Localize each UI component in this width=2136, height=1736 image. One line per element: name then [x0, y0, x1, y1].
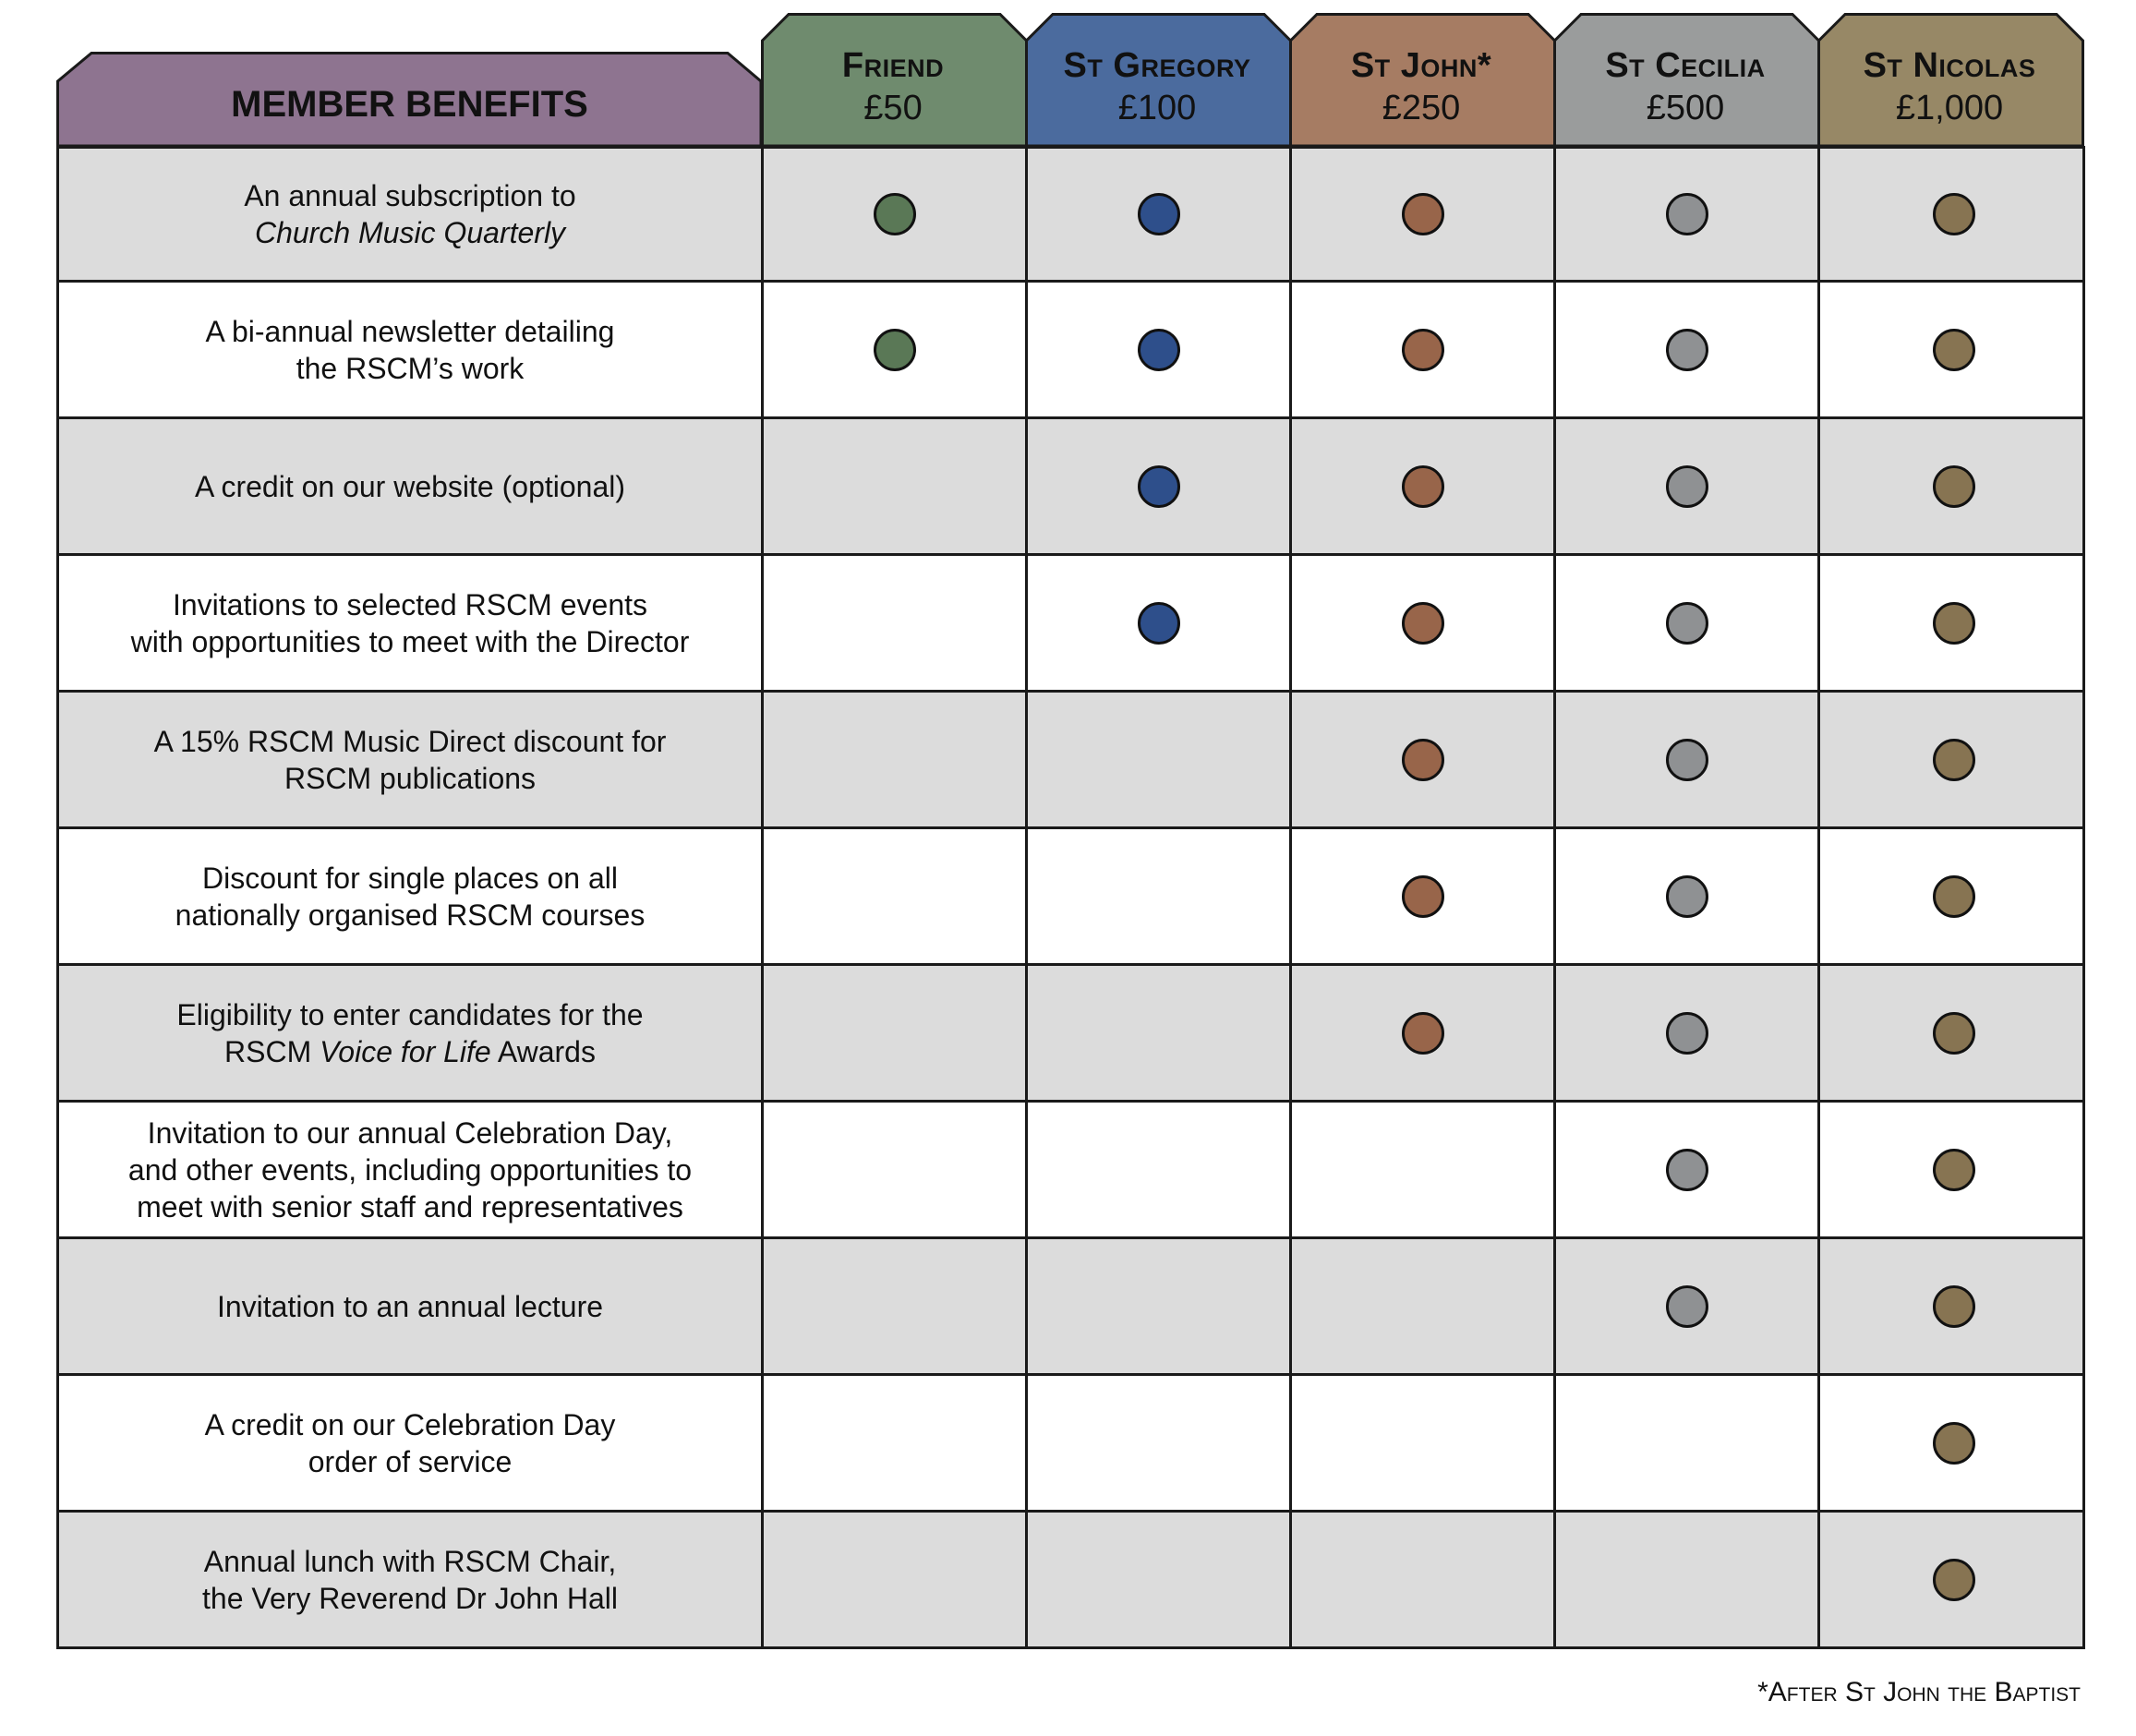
table-row	[56, 1103, 2085, 1239]
benefit-label	[59, 1376, 764, 1510]
included-dot-icon	[1933, 193, 1975, 235]
table-row	[56, 419, 2085, 556]
tier-cell	[764, 693, 1028, 826]
included-dot-icon	[1666, 1012, 1708, 1055]
tier-cell	[1028, 1103, 1292, 1236]
tier-cell	[1820, 149, 2088, 280]
tier-cell	[1820, 1513, 2088, 1646]
benefit-label	[59, 693, 764, 826]
table-row	[56, 1239, 2085, 1376]
benefit-text	[202, 1543, 618, 1617]
tier-price: £50	[863, 89, 923, 127]
benefit-line: Annual lunch with RSCM Chair,	[203, 1544, 617, 1578]
table-row	[56, 283, 2085, 419]
benefit-text	[205, 1406, 616, 1480]
tier-price: £100	[1117, 89, 1197, 127]
benefit-text	[217, 1288, 603, 1325]
tier-cell	[1292, 1239, 1556, 1373]
tier-price: £500	[1646, 89, 1725, 127]
benefit-text	[131, 586, 690, 660]
benefit-line: the Very Reverend Dr John Hall	[202, 1581, 618, 1615]
included-dot-icon	[1666, 875, 1708, 918]
tier-cell	[1556, 556, 1820, 690]
included-dot-icon	[1402, 465, 1444, 508]
tier-cell	[1028, 966, 1292, 1100]
included-dot-icon	[1933, 329, 1975, 371]
member-benefits-title: MEMBER BENEFITS	[231, 84, 588, 125]
tier-cell	[1028, 149, 1292, 280]
tier-name: St John*	[1350, 46, 1492, 85]
benefit-label	[59, 1239, 764, 1373]
included-dot-icon	[1666, 465, 1708, 508]
tier-cell	[764, 1103, 1028, 1236]
tier-cell	[1820, 693, 2088, 826]
tier-cell	[764, 1239, 1028, 1373]
included-dot-icon	[1138, 329, 1180, 371]
tier-cell	[1028, 1239, 1292, 1373]
benefit-text	[176, 996, 643, 1070]
tier-cell	[1292, 419, 1556, 553]
tier-cell	[1820, 1239, 2088, 1373]
benefit-line: Invitation to our annual Celebration Day,	[147, 1115, 673, 1150]
included-dot-icon	[1138, 193, 1180, 235]
benefit-line: meet with senior staff and representatives	[137, 1189, 683, 1224]
tier-cell	[1556, 419, 1820, 553]
benefit-line: Eligibility to enter candidates for the	[176, 997, 644, 1031]
tier-cell	[1556, 1103, 1820, 1236]
tier-cell	[1820, 556, 2088, 690]
benefit-line: RSCM publications	[284, 761, 537, 795]
table-row	[56, 146, 2085, 283]
italic-title: Voice for Life	[320, 1034, 491, 1068]
tier-cell	[1292, 556, 1556, 690]
tier-cell	[1028, 829, 1292, 963]
tier-cell	[764, 829, 1028, 963]
benefit-label	[59, 829, 764, 963]
tier-cell	[1556, 283, 1820, 416]
included-dot-icon	[1666, 329, 1708, 371]
benefit-label	[59, 419, 764, 553]
tier-price: £250	[1382, 89, 1461, 127]
tier-name: St Cecilia	[1605, 46, 1766, 85]
table-row	[56, 1513, 2085, 1649]
benefit-text	[244, 177, 575, 251]
tier-cell	[1292, 1376, 1556, 1510]
tier-cell	[1820, 1376, 2088, 1510]
tier-cell	[1820, 1103, 2088, 1236]
included-dot-icon	[1933, 1285, 1975, 1328]
benefit-text	[154, 723, 667, 797]
table-row	[56, 556, 2085, 693]
benefit-line: order of service	[308, 1444, 513, 1478]
benefit-line: the RSCM’s work	[296, 351, 525, 385]
tier-cell	[1292, 1513, 1556, 1646]
tier-cell	[1028, 1513, 1292, 1646]
tier-cell	[1292, 966, 1556, 1100]
included-dot-icon	[1402, 875, 1444, 918]
italic-title: Church Music Quarterly	[254, 216, 566, 249]
benefit-text	[206, 313, 615, 387]
benefit-line: and other events, including opportunities to	[127, 1152, 693, 1187]
benefit-line: A credit on our website (optional)	[194, 469, 626, 503]
included-dot-icon	[1933, 875, 1975, 918]
table-row	[56, 693, 2085, 829]
tier-cell	[1292, 829, 1556, 963]
included-dot-icon	[1666, 1149, 1708, 1191]
benefit-line: with opportunities to meet with the Director	[130, 624, 690, 658]
tier-cell	[1556, 1513, 1820, 1646]
benefit-line: A 15% RSCM Music Direct discount for	[153, 724, 667, 758]
benefit-label	[59, 1513, 764, 1646]
tier-cell	[1028, 556, 1292, 690]
footnote: *After St John the Baptist	[1757, 1677, 2081, 1707]
included-dot-icon	[1402, 193, 1444, 235]
benefit-line	[244, 214, 575, 251]
benefit-label	[59, 966, 764, 1100]
included-dot-icon	[1666, 193, 1708, 235]
tier-cell	[1820, 283, 2088, 416]
tier-cell	[1028, 1376, 1292, 1510]
tier-name: St Nicolas	[1863, 46, 2036, 85]
benefit-line: An annual subscription to	[244, 179, 576, 212]
benefit-label	[59, 556, 764, 690]
benefit-line: Invitations to selected RSCM events	[172, 587, 647, 621]
included-dot-icon	[1933, 1149, 1975, 1191]
benefit-text	[175, 860, 646, 934]
tier-cell	[1556, 829, 1820, 963]
included-dot-icon	[1933, 465, 1975, 508]
included-dot-icon	[1666, 602, 1708, 645]
tier-cell	[764, 1376, 1028, 1510]
tier-cell	[1556, 149, 1820, 280]
benefit-line: A bi-annual newsletter detailing	[205, 314, 615, 348]
benefit-text	[128, 1115, 692, 1225]
tier-cell	[1028, 419, 1292, 553]
tier-cell	[1820, 966, 2088, 1100]
included-dot-icon	[1402, 602, 1444, 645]
included-dot-icon	[1138, 465, 1180, 508]
tier-cell	[764, 1513, 1028, 1646]
benefit-line: RSCM Voice for Life Awards	[224, 1034, 596, 1068]
tier-cell	[1556, 693, 1820, 826]
tier-cell	[1292, 149, 1556, 280]
included-dot-icon	[1402, 739, 1444, 781]
included-dot-icon	[1402, 1012, 1444, 1055]
benefit-line: nationally organised RSCM courses	[175, 898, 646, 932]
benefit-label	[59, 1103, 764, 1236]
tier-name: Friend	[841, 46, 945, 85]
tier-cell	[1292, 693, 1556, 826]
tier-cell	[1556, 966, 1820, 1100]
included-dot-icon	[1933, 1559, 1975, 1601]
benefit-label	[59, 149, 764, 280]
tier-cell	[764, 419, 1028, 553]
tier-cell	[1820, 419, 2088, 553]
tier-name: St Gregory	[1063, 46, 1251, 85]
tier-cell	[1028, 693, 1292, 826]
included-dot-icon	[1933, 739, 1975, 781]
included-dot-icon	[1666, 1285, 1708, 1328]
tier-cell	[1292, 1103, 1556, 1236]
table-row	[56, 829, 2085, 966]
tier-cell	[764, 966, 1028, 1100]
benefit-line: Discount for single places on all	[201, 861, 618, 895]
included-dot-icon	[1933, 602, 1975, 645]
included-dot-icon	[1933, 1422, 1975, 1465]
table-row	[56, 1376, 2085, 1513]
benefit-label	[59, 283, 764, 416]
included-dot-icon	[1933, 1012, 1975, 1055]
benefit-text	[195, 468, 625, 505]
included-dot-icon	[1666, 739, 1708, 781]
tier-cell	[1556, 1376, 1820, 1510]
tier-price: £1,000	[1895, 89, 2004, 127]
included-dot-icon	[1138, 602, 1180, 645]
included-dot-icon	[874, 329, 916, 371]
tier-cell	[764, 556, 1028, 690]
tier-cell	[1028, 283, 1292, 416]
tier-cell	[764, 283, 1028, 416]
included-dot-icon	[1402, 329, 1444, 371]
benefit-line: Invitation to an annual lecture	[216, 1289, 604, 1323]
tier-cell	[764, 149, 1028, 280]
included-dot-icon	[874, 193, 916, 235]
table-row	[56, 966, 2085, 1103]
benefit-line: A credit on our Celebration Day	[204, 1407, 616, 1441]
tier-cell	[1292, 283, 1556, 416]
tier-cell	[1820, 829, 2088, 963]
tier-cell	[1556, 1239, 1820, 1373]
